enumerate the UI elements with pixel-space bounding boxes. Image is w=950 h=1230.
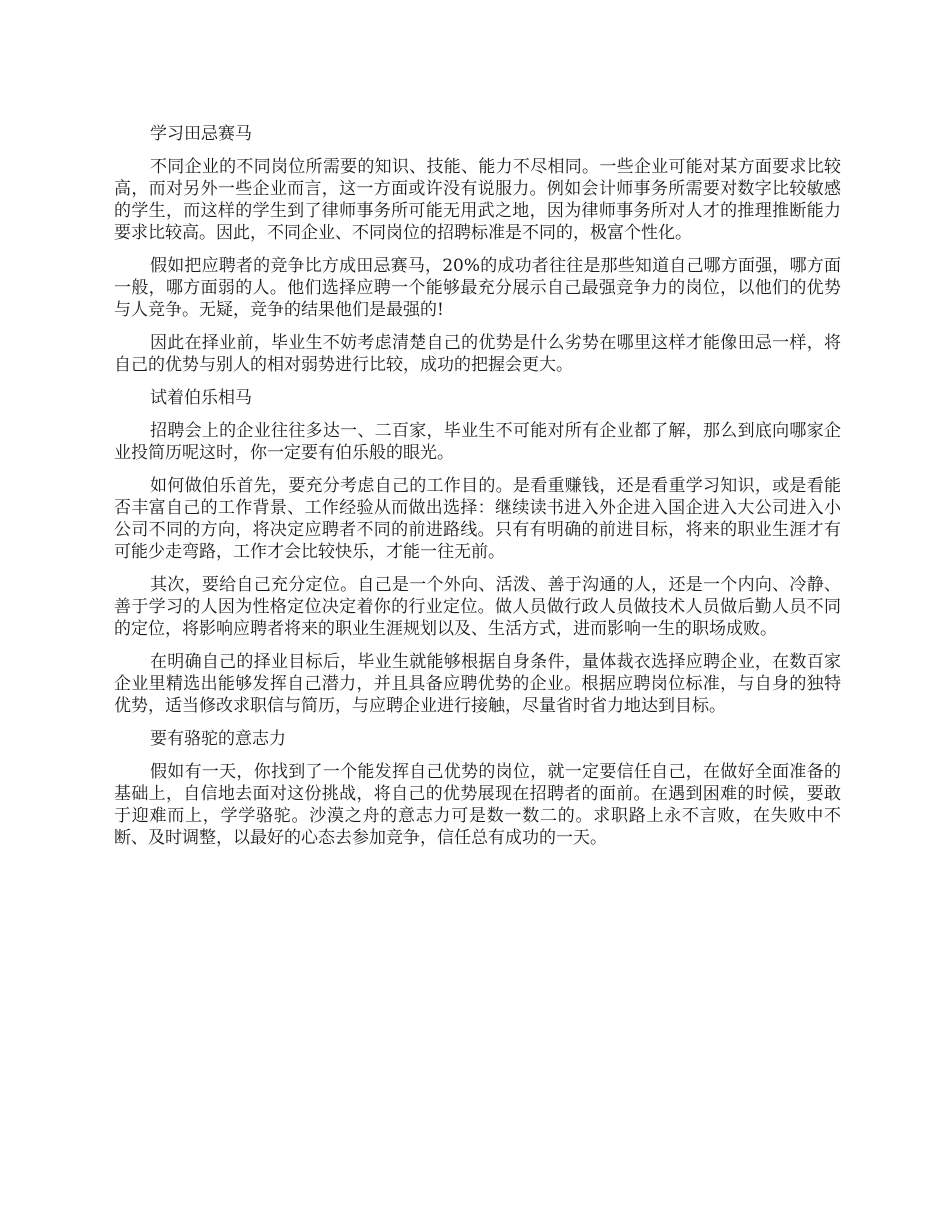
section-tianji [114, 123, 841, 376]
paragraph: 招聘会上的企业往往多达一、二百家，毕业生不可能对所有企业都了解，那么到底向哪家企业投简历呢这时，你一定要有伯乐般的眼光。 [114, 421, 841, 463]
paragraph: 不同企业的不同岗位所需要的知识、技能、能力不尽相同。一些企业可能对某方面要求比较高，而对另外一些企业而言，这一方面或许没有说服力。例如会计师事务所需要对数字比较敏感的学生，而这样的学生到了律师事务所可能无用武之地，因为律师事务所对人才的推理推断能力要求比较高。因此，不同企业、不同岗位的招聘标准是不同的，极富个性化。 [114, 157, 841, 243]
section-heading: 要有骆驼的意志力 [150, 729, 286, 749]
paragraph: 假如把应聘者的竞争比方成田忌赛马，20%的成功者往往是那些知道自己哪方面强，哪方面一般，哪方面弱的人。他们选择应聘一个能够最充分展示自己最强竞争力的岗位，以他们的优势与人竞争。无疑，竞争的结果他们是最强的! [114, 256, 841, 320]
paragraph: 假如有一天，你找到了一个能发挥自己优势的岗位，就一定要信任自己，在做好全面准备的基础上，自信地去面对这份挑战，将自己的优势展现在招聘者的面前。在遇到困难的时候，要敢于迎难而上，学学骆驼。沙漠之舟的意志力可是数一数二的。求职路上永不言败，在失败中不断、及时调整，以最好的心态去参加竞争，信任总有成功的一天。 [114, 762, 841, 848]
paragraph: 其次，要给自己充分定位。自己是一个外向、活泼、善于沟通的人，还是一个内向、冷静、善于学习的人因为性格定位决定着你的行业定位。做人员做行政人员做技术人员做后勤人员不同的定位，将影响应聘者将来的职业生涯规划以及、生活方式，进而影响一生的职场成败。 [114, 575, 841, 639]
paragraph: 在明确自己的择业目标后，毕业生就能够根据自身条件，量体裁衣选择应聘企业，在数百家企业里精选出能够发挥自己潜力，并且具备应聘优势的企业。根据应聘岗位标准，与自身的独特优势，适当修改求职信与简历，与应聘企业进行接触，尽量省时省力地达到目标。 [114, 652, 841, 716]
section-heading: 学习田忌赛马 [150, 124, 252, 144]
section-heading: 试着伯乐相马 [150, 388, 252, 408]
section-bole [114, 387, 841, 717]
paragraph: 因此在择业前，毕业生不妨考虑清楚自己的优势是什么劣势在哪里这样才能像田忌一样，将自己的优势与别人的相对弱势进行比较，成功的把握会更大。 [114, 333, 841, 375]
document-body [114, 123, 841, 860]
paragraph: 如何做伯乐首先，要充分考虑自己的工作目的。是看重赚钱，还是看重学习知识，或是看能否丰富自己的工作背景、工作经验从而做出选择：继续读书进入外企进入国企进入大公司进入小公司不同的方向，将决定应聘者不同的前进路线。只有有明确的前进目标，将来的职业生涯才有可能少走弯路，工作才会比较快乐，才能一往无前。 [114, 476, 841, 562]
section-camel [114, 728, 841, 849]
